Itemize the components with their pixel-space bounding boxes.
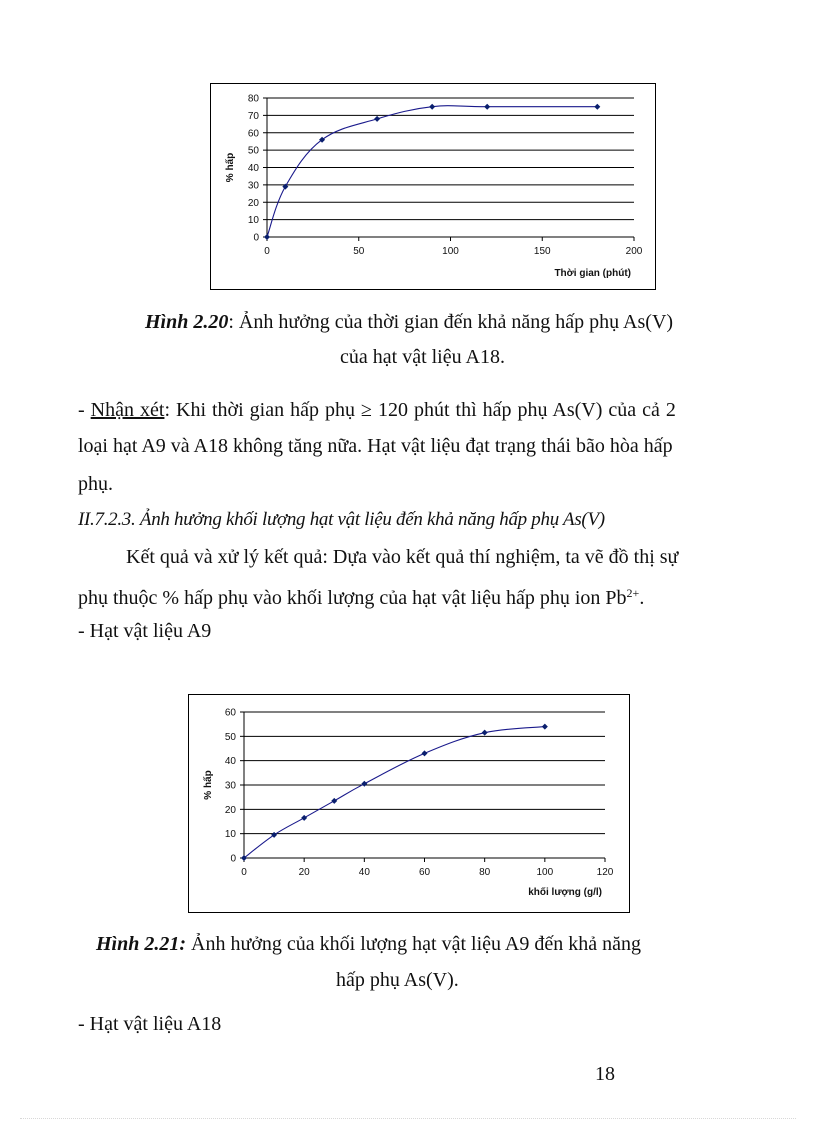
fig2-ytick-label: 50 <box>224 731 236 743</box>
figure-2-21-label: Hình 2.21: <box>96 933 187 955</box>
fig1-data-point <box>594 104 600 110</box>
figure-2-21-caption-line2: hấp phụ As(V). <box>336 969 459 991</box>
fig1-ytick-label: 40 <box>247 163 259 174</box>
fig2-data-point <box>542 724 548 730</box>
paragraph-line-2 <box>78 581 644 610</box>
fig1-ytick-label: 80 <box>247 93 259 105</box>
fig2-data-point <box>361 781 367 787</box>
fig2-data-point <box>301 815 307 821</box>
fig1-y-axis-label: % hấp <box>225 152 236 183</box>
figure-2-20-caption <box>145 310 673 334</box>
fig1-ytick-label: 20 <box>247 197 259 209</box>
figure-2-20-chart <box>210 83 656 290</box>
figure-2-21-svg <box>189 695 629 912</box>
remark-line-1 <box>78 398 676 422</box>
remark-line-3: phụ. <box>78 473 113 495</box>
fig2-ytick-label: 60 <box>224 707 236 719</box>
fig1-x-axis-label: Thời gian (phút) <box>554 268 631 279</box>
fig2-xtick-label: 40 <box>358 867 370 878</box>
figure-2-21-caption-text: Ảnh hưởng của khối lượng hạt vật liệu A9 đến khả năng <box>186 933 642 955</box>
fig2-xtick-label: 20 <box>298 867 310 878</box>
fig2-data-point <box>331 798 337 804</box>
fig2-ytick-label: 40 <box>224 756 236 768</box>
item-a18: - Hạt vật liệu A18 <box>78 1013 222 1035</box>
fig1-xtick-label: 200 <box>625 246 643 257</box>
fig2-data-point <box>482 730 488 736</box>
fig2-xtick-label: 60 <box>418 867 431 878</box>
fig2-ytick-label: 30 <box>224 780 236 792</box>
fig2-data-point <box>422 750 428 756</box>
fig1-series-line <box>267 106 597 237</box>
figure-2-21-chart <box>188 694 630 913</box>
fig2-ytick-label: 10 <box>224 829 236 841</box>
fig1-ytick-label: 50 <box>247 145 259 157</box>
fig1-xtick-label: 0 <box>264 246 270 257</box>
fig2-xtick-label: 0 <box>241 867 247 878</box>
figure-2-20-caption-text: : Ảnh hưởng của thời gian đến khả năng hấp phụ As(V) <box>228 311 674 333</box>
page-border <box>20 1118 796 1119</box>
fig1-ytick-label: 70 <box>247 110 259 122</box>
remark-label: Nhận xét <box>90 399 165 421</box>
figure-2-21-caption <box>96 932 641 956</box>
fig1-xtick-label: 100 <box>442 246 459 257</box>
fig1-ytick-label: 30 <box>247 180 259 192</box>
page-number: 18 <box>595 1063 615 1085</box>
paragraph-line-1: Kết quả và xử lý kết quả: Dựa vào kết quả thí nghiệm, ta vẽ đồ thị sự <box>126 546 679 568</box>
fig2-xtick-label: 100 <box>536 867 554 878</box>
fig1-xtick-label: 150 <box>533 246 551 257</box>
fig1-ytick-label: 60 <box>247 128 259 140</box>
remark-line-2: loại hạt A9 và A18 không tăng nữa. Hạt vật liệu đạt trạng thái bão hòa hấp <box>78 435 673 457</box>
fig1-data-point <box>429 104 435 110</box>
remark-text-1: : Khi thời gian hấp phụ ≥ 120 phút thì hấp phụ As(V) của cả 2 <box>164 399 676 421</box>
fig1-ytick-label: 10 <box>247 215 259 227</box>
fig1-xtick-label: 50 <box>353 246 365 257</box>
section-heading: II.7.2.3. Ảnh hưởng khối lượng hạt vật liệu đến khả năng hấp phụ As(V) <box>78 509 605 530</box>
fig2-ytick-label: 0 <box>230 853 236 865</box>
fig2-xtick-label: 120 <box>596 867 614 878</box>
figure-2-20-caption-line2: của hạt vật liệu A18. <box>340 346 505 368</box>
fig1-data-point <box>264 234 270 240</box>
fig1-ytick-label: 0 <box>253 232 259 244</box>
figure-2-20-svg <box>211 84 655 289</box>
fig2-x-axis-label: khối lượng (g/l) <box>528 887 602 898</box>
paragraph-end: . <box>639 587 645 609</box>
fig1-data-point <box>374 116 380 122</box>
paragraph-text-2: phụ thuộc % hấp phụ vào khối lượng của hạt vật liệu hấp phụ ion Pb <box>78 587 627 609</box>
item-a9: - Hạt vật liệu A9 <box>78 620 212 642</box>
figure-2-20-label: Hình 2.20 <box>145 311 229 333</box>
fig2-series-line <box>244 727 545 858</box>
ion-charge: 2+ <box>626 586 640 600</box>
fig2-y-axis-label: % hấp <box>203 770 214 800</box>
fig2-xtick-label: 80 <box>479 867 491 878</box>
fig2-ytick-label: 20 <box>224 804 236 816</box>
fig1-data-point <box>484 104 490 110</box>
remark-prefix: - <box>78 399 91 421</box>
